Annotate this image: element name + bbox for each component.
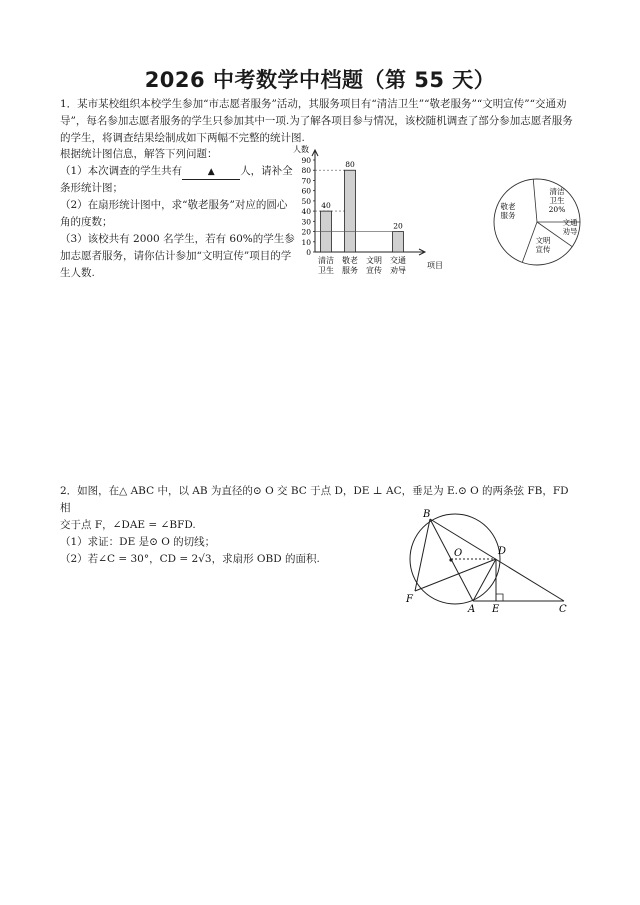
- question-2-line-2: 交于点 F，∠DAE = ∠BFD.: [60, 519, 196, 531]
- x-tick-label: 劝导: [390, 266, 406, 275]
- question-1-prompts: [60, 146, 296, 282]
- y-tick-label: 40: [301, 207, 311, 217]
- y-tick-label: 10: [301, 237, 311, 247]
- pie-slice-label: 清洁: [549, 187, 565, 196]
- geometry-figure: [405, 508, 585, 613]
- question-1-lead: 根据统计图信息，解答下列问题：: [60, 148, 218, 160]
- segment-ad: [473, 559, 496, 601]
- question-1-part-1-text-b: 人，请补全条形统计图；: [60, 165, 293, 194]
- y-tick-label: 0: [306, 248, 311, 257]
- x-tick-label: 交通: [390, 256, 406, 265]
- y-tick-label: 30: [301, 217, 311, 227]
- center-o-dot: [449, 558, 452, 561]
- label-o: O: [454, 548, 463, 559]
- page-title: 2026 中考数学中档题（第 55 天）: [144, 68, 496, 92]
- y-tick-label: 20: [301, 227, 311, 237]
- chord-fb: [415, 519, 430, 591]
- x-tick-label: 文明: [366, 256, 382, 265]
- bar-2: [345, 170, 356, 252]
- bar-value-label: 20: [393, 221, 403, 231]
- x-tick-label: 卫生: [318, 266, 334, 275]
- y-tick-label: 50: [301, 196, 311, 206]
- label-b: B: [423, 509, 431, 520]
- question-2-part-2: （2）若∠C = 30°，CD = 2√3，求扇形 OBD 的面积.: [60, 553, 320, 565]
- pie-divider: [533, 179, 537, 222]
- pie-slice-label: 服务: [500, 211, 516, 220]
- x-tick-label: 宣传: [366, 266, 382, 275]
- label-d: D: [498, 546, 507, 557]
- question-1-part-3: （3）该校共有 2000 名学生，若有 60%的学生参加志愿者服务，请你估计参加“文明宣传”项目的学生人数.: [60, 233, 295, 279]
- bar-chart: [290, 142, 450, 290]
- x-tick-label: 清洁: [318, 256, 334, 265]
- answer-blank: ▲: [182, 166, 240, 180]
- pie-slice-label: 宣传: [535, 245, 551, 254]
- label-a: A: [468, 604, 476, 613]
- question-1-part-1: [60, 163, 296, 197]
- pie-chart: [487, 177, 587, 267]
- x-tick-label: 敬老: [342, 256, 358, 265]
- pie-slice-label: 卫生: [549, 196, 565, 205]
- bar-chart-svg: [290, 142, 450, 290]
- y-tick-label: 80: [301, 166, 311, 176]
- x-tick-label: 服务: [342, 266, 358, 275]
- chord-fd: [415, 559, 496, 591]
- geometry-figure-svg: [405, 508, 585, 613]
- pie-slice-label: 劝导: [562, 227, 578, 236]
- question-2-part-1: （1）求证：DE 是⊙ O 的切线；: [60, 536, 216, 548]
- y-tick-label: 60: [301, 186, 311, 196]
- question-2-line-1: 2．如图，在△ ABC 中，以 AB 为直径的⊙ O 交 BC 于点 D，DE ⊥ AC，垂足为 E.⊙ O 的两条弦 FB，FD 相: [60, 485, 569, 514]
- right-angle-mark: [496, 594, 503, 601]
- label-c: C: [559, 604, 567, 613]
- pie-chart-svg: [487, 177, 587, 267]
- y-tick-label: 70: [301, 176, 311, 186]
- bar-4: [393, 232, 404, 252]
- question-1-part-2: （2）在扇形统计图中，求“敬老服务”对应的圆心角的度数；: [60, 199, 288, 228]
- pie-slice-label: 文通: [562, 218, 578, 227]
- label-f: F: [406, 594, 413, 605]
- question-1-part-1-text-a: （1）本次调查的学生共有: [60, 165, 183, 177]
- question-1-intro: 1．某市某校组织本校学生参加“市志愿者服务”活动，其服务项目有“清洁卫生”“敬老服务”“文明宣传”“交通劝导”，每名参加志愿者服务的学生只参加其中一项.为了解各项目参与情况，该校随机调查了部分参加志愿者服务的学生，将调查结果绘制成如下两幅不完整的统计图.: [60, 98, 573, 144]
- bar-value-label: 40: [321, 201, 331, 211]
- label-e: E: [492, 604, 500, 613]
- y-tick-label: 90: [301, 156, 311, 165]
- bar-value-label: 80: [345, 160, 355, 170]
- pie-slice-percent: 20%: [548, 205, 566, 214]
- pie-slice-label: 敬老: [500, 202, 516, 211]
- x-axis-title: 项目: [427, 261, 443, 270]
- y-axis-title: 人数: [293, 145, 309, 154]
- pie-slice-label: 文明: [535, 236, 551, 245]
